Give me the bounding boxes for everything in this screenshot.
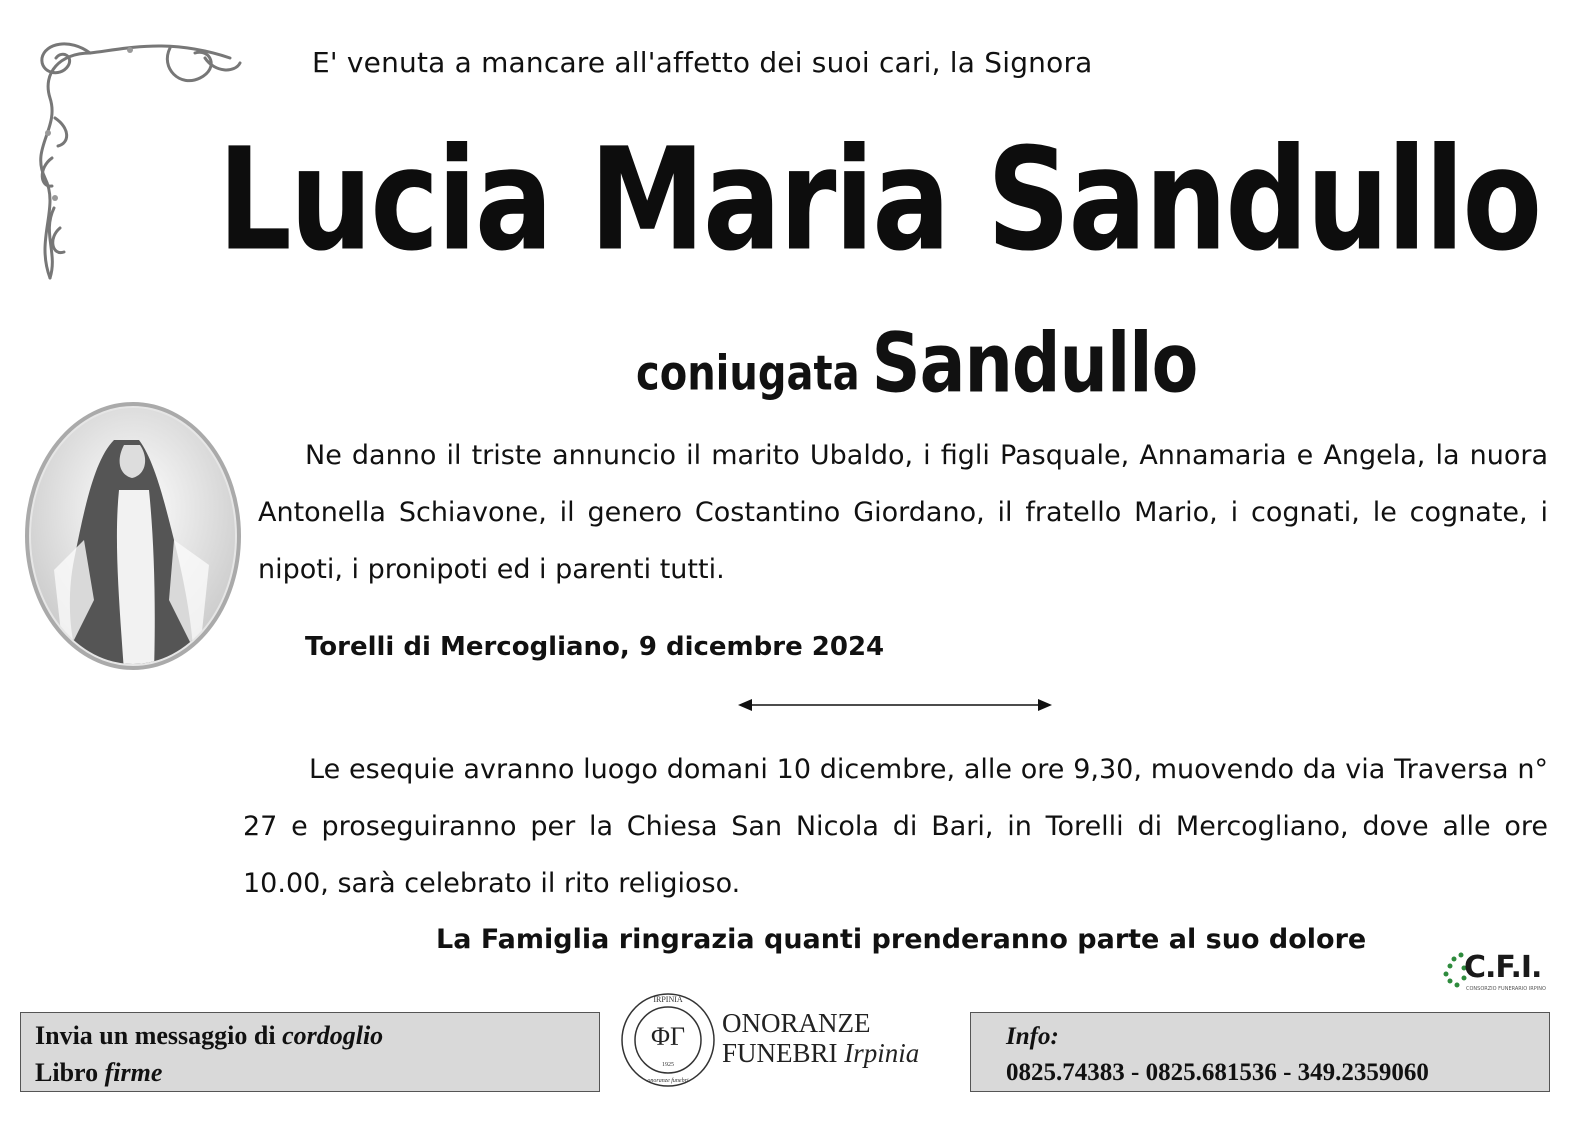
info-phones: 0825.74383 - 0825.681536 - 349.2359060 — [1006, 1059, 1429, 1086]
guestbook-link[interactable]: Libro firme — [35, 1058, 163, 1087]
seal-bottom-text: onoranze funebri — [647, 1078, 689, 1084]
double-arrow-divider — [736, 694, 1054, 716]
married-prefix: coniugata — [636, 346, 860, 402]
funeral-home-seal — [618, 990, 718, 1090]
info-label: Info: — [1006, 1023, 1059, 1050]
married-line — [636, 317, 1198, 412]
funeral-info-paragraph: Le esequie avranno luogo domani 10 dicembre, alle ore 9,30, muovendo da via Traversa n° 27 e proseguiranno per la Chiesa San Nicola di Bari, in Torelli di Mercogliano, dove alle ore 10.00, sarà celebrato il rito religioso. — [243, 754, 1548, 899]
cfi-subtitle: CONSORZIO FUNERARIO IRPINO — [1466, 986, 1546, 992]
place-date: Torelli di Mercogliano, 9 dicembre 2024 — [305, 632, 885, 662]
deceased-name: Lucia Maria Sandullo — [217, 118, 1541, 283]
intro-text: E' venuta a mancare all'affetto dei suoi cari, la Signora — [312, 46, 1093, 79]
info-box — [970, 1012, 1550, 1092]
announcement-paragraph: Ne danno il triste annuncio il marito Ubaldo, i figli Pasquale, Annamaria e Angela, la nuora Antonella Schiavone, il genero Costantino Giordano, il fratello Mario, i cognati, le cognate, i nipoti, i pronipoti ed i parenti tutti. — [258, 440, 1548, 585]
svg-text:ΦΓ: ΦΓ — [650, 1022, 686, 1051]
madonna-image — [24, 400, 242, 672]
seal-top-text: IRPINIA — [653, 995, 683, 1004]
married-surname: Sandullo — [871, 317, 1198, 412]
condolence-link[interactable]: Invia un messaggio di cordoglio — [35, 1021, 384, 1050]
funeral-home-name: ONORANZE FUNEBRI Irpinia — [722, 1008, 920, 1068]
condolence-box[interactable] — [20, 1012, 600, 1092]
family-thanks: La Famiglia ringrazia quanti prenderanno parte al suo dolore — [436, 924, 1367, 955]
cfi-name: C.F.I. — [1464, 950, 1542, 985]
seal-year: 1925 — [662, 1062, 674, 1068]
